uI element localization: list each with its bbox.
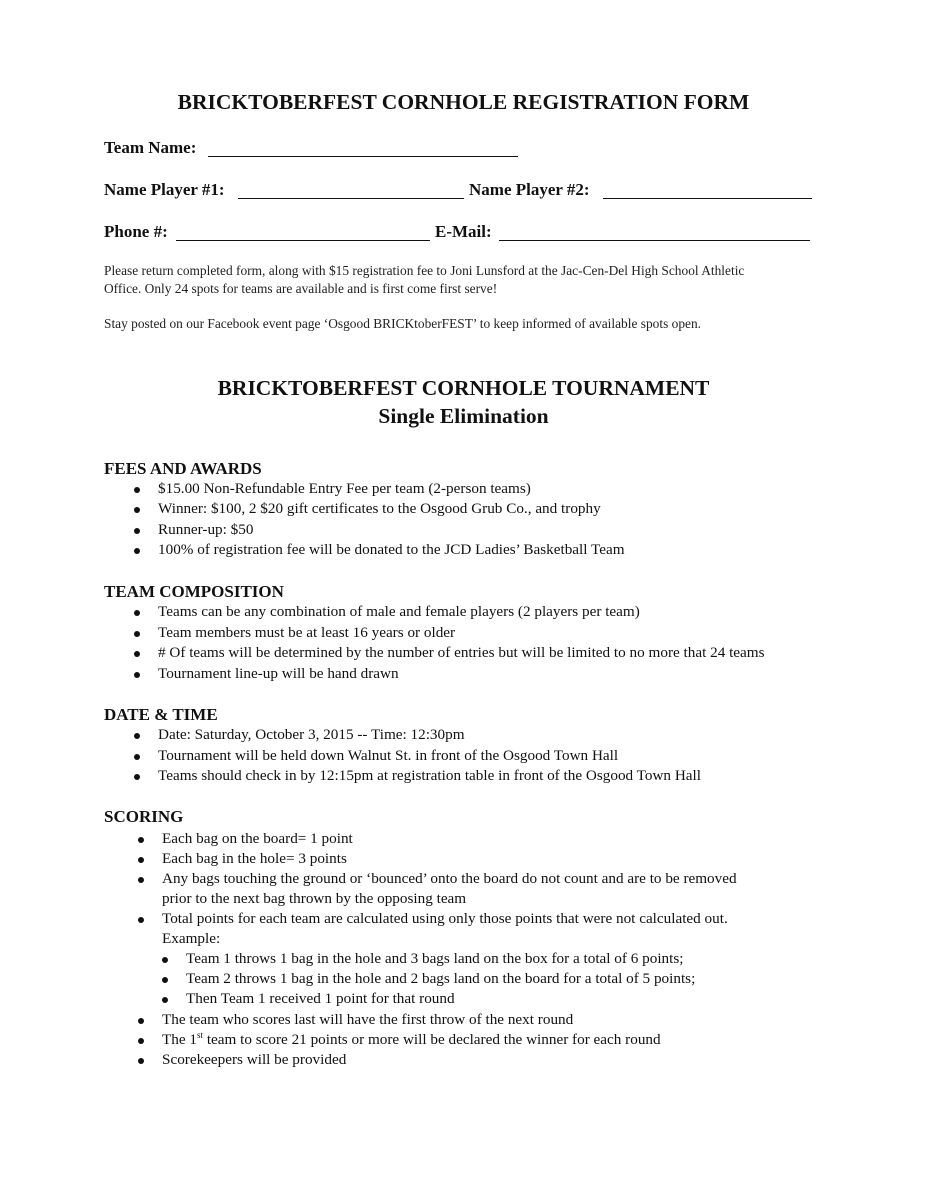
list-item: $15.00 Non-Refundable Entry Fee per team (2-person teams) [158, 480, 531, 498]
sub-list-item: Then Team 1 received 1 point for that round [186, 990, 455, 1008]
bullet-icon [162, 977, 168, 983]
form-title: BRICKTOBERFEST CORNHOLE REGISTRATION FORM [177, 90, 750, 114]
bullet-icon [162, 997, 168, 1003]
bullet-icon [134, 631, 140, 637]
instructions-line-2: Office. Only 24 spots for teams are available and is first come first serve! [104, 281, 498, 296]
bullet-icon [134, 754, 140, 760]
email-label: E-Mail: [435, 222, 492, 241]
tournament-subtitle: Single Elimination [378, 404, 549, 428]
bullet-icon [162, 957, 168, 963]
list-item: Any bags touching the ground or ‘bounced’ onto the board do not count and are to be removed [162, 870, 737, 888]
bullet-icon [138, 1058, 144, 1064]
list-item: Tournament will be held down Walnut St. in front of the Osgood Town Hall [158, 747, 618, 765]
player2-field[interactable] [603, 198, 812, 199]
bullet-icon [134, 487, 140, 493]
sub-list-item: Team 1 throws 1 bag in the hole and 3 bags land on the box for a total of 6 points; [186, 950, 684, 968]
list-item: Each bag on the board= 1 point [162, 830, 353, 848]
list-item: The team who scores last will have the first throw of the next round [162, 1011, 573, 1029]
bullet-icon [134, 528, 140, 534]
list-item-continuation: Example: [162, 930, 221, 947]
list-item: Runner-up: $50 [158, 521, 253, 539]
team-name-label: Team Name: [104, 138, 197, 157]
bullet-icon [138, 877, 144, 883]
scoring-heading: SCORING [104, 807, 184, 826]
date-heading: DATE & TIME [104, 705, 218, 724]
list-item: Scorekeepers will be provided [162, 1051, 346, 1069]
bullet-icon [134, 774, 140, 780]
phone-label: Phone #: [104, 222, 168, 241]
sub-list-item: Team 2 throws 1 bag in the hole and 2 bags land on the board for a total of 5 points; [186, 970, 695, 988]
fees-heading: FEES AND AWARDS [104, 459, 262, 478]
list-item: Teams should check in by 12:15pm at registration table in front of the Osgood Town Hall [158, 767, 701, 785]
team-name-field[interactable] [208, 156, 518, 157]
tournament-title: BRICKTOBERFEST CORNHOLE TOURNAMENT [217, 376, 710, 400]
list-item: Teams can be any combination of male and female players (2 players per team) [158, 603, 640, 621]
list-item: The 1st team to score 21 points or more will be declared the winner for each round [162, 1031, 661, 1049]
player1-label: Name Player #1: [104, 180, 225, 199]
list-item: Date: Saturday, October 3, 2015 -- Time: 12:30pm [158, 726, 465, 744]
bullet-icon [138, 917, 144, 923]
list-item: Each bag in the hole= 3 points [162, 850, 347, 868]
bullet-icon [138, 1018, 144, 1024]
list-item-continuation: prior to the next bag thrown by the opposing team [162, 890, 467, 907]
bullet-icon [138, 837, 144, 843]
list-item: Tournament line-up will be hand drawn [158, 665, 399, 683]
bullet-icon [134, 672, 140, 678]
bullet-icon [134, 651, 140, 657]
bullet-icon [134, 548, 140, 554]
bullet-icon [134, 610, 140, 616]
list-item: 100% of registration fee will be donated to the JCD Ladies’ Basketball Team [158, 541, 625, 559]
facebook-note: Stay posted on our Facebook event page ‘Osgood BRICKtoberFEST’ to keep informed of available spots open. [104, 316, 702, 331]
list-item: Team members must be at least 16 years or older [158, 624, 455, 642]
bullet-icon [138, 1038, 144, 1044]
bullet-icon [134, 507, 140, 513]
list-item: Total points for each team are calculated using only those points that were not calculated out. [162, 910, 728, 928]
list-item: # Of teams will be determined by the number of entries but will be limited to no more that 24 teams [158, 644, 765, 662]
player2-label: Name Player #2: [469, 180, 590, 199]
team-heading: TEAM COMPOSITION [104, 582, 284, 601]
list-item: Winner: $100, 2 $20 gift certificates to the Osgood Grub Co., and trophy [158, 500, 601, 518]
phone-field[interactable] [176, 240, 430, 241]
bullet-icon [134, 733, 140, 739]
player1-field[interactable] [238, 198, 464, 199]
email-field[interactable] [499, 240, 810, 241]
bullet-icon [138, 857, 144, 863]
instructions-line-1: Please return completed form, along with $15 registration fee to Joni Lunsford at the Jac-Cen-Del High School Athletic [104, 263, 745, 278]
